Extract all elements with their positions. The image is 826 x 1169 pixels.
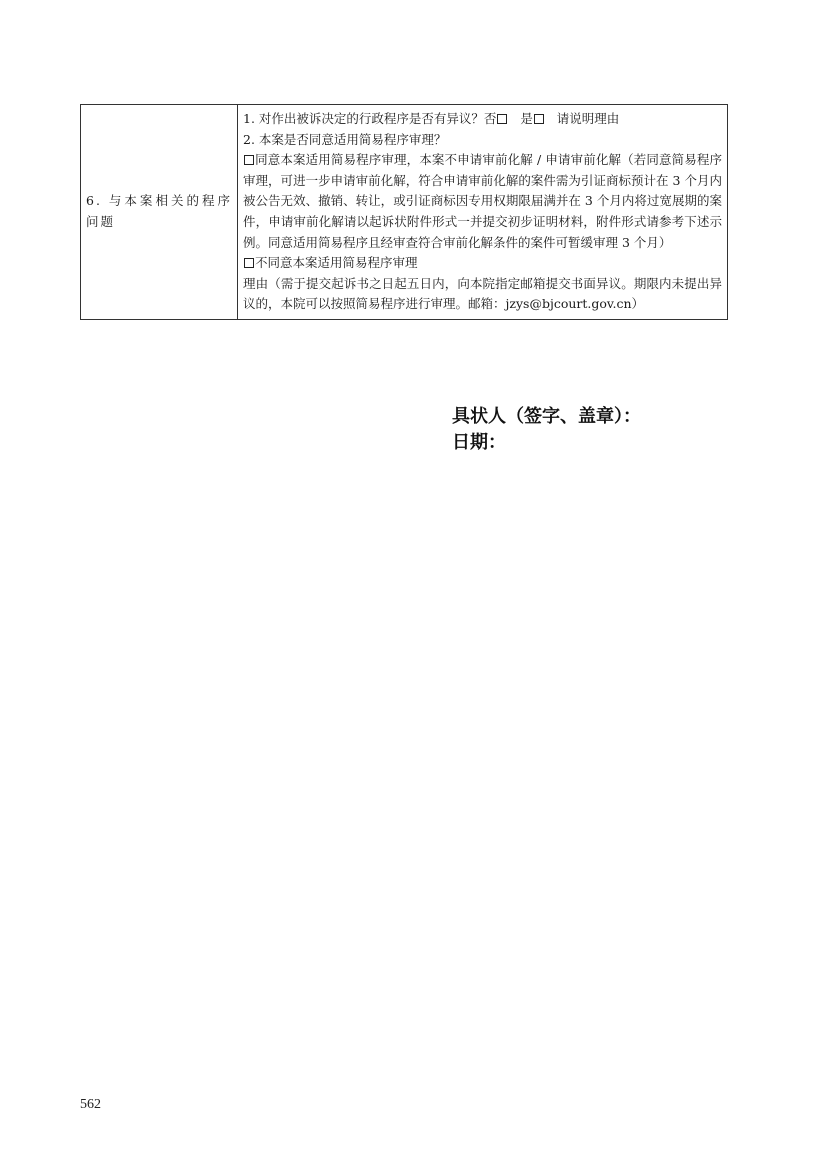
procedure-issues-table [80, 104, 728, 320]
reason-text: 理由（需于提交起诉书之日起五日内，向本院指定邮箱提交书面异议。期限内未提出异议的，本院可以按照简易程序进行审理。邮箱：jzys@bjcourt.gov.cn） [243, 275, 722, 312]
row-label: 6. 与本案相关的程序问题 [86, 193, 232, 229]
row-label-cell [81, 105, 238, 320]
agree-option-text: 同意本案适用简易程序审理，本案不申请审前化解 / 申请审前化解（若同意简易程序审理，可进一步申请审前化解，符合申请审前化解的案件需为引证商标预计在 3 个月内被公告无效、撤销、转让，或引证商标因专用权期限届满并在 3 个月内将过宽展期的案件，申请审前化解请以起诉状附件形式一并提交初步证明材料，附件形式请参考下述示例。同意适用简易程序且经审查符合审前化解条件的案件可暂缓审理 3 个月） [243, 152, 722, 250]
signature-block [452, 404, 641, 456]
disagree-option [243, 253, 722, 274]
date-label: 日期： [452, 432, 506, 453]
table-row [81, 105, 728, 320]
signer-label: 具状人（签字、盖章）： [452, 406, 641, 427]
disagree-checkbox-icon[interactable] [244, 258, 254, 268]
agree-checkbox-icon[interactable] [244, 155, 254, 165]
question-1-yes-label: 是 [520, 111, 533, 126]
agree-option [243, 150, 722, 253]
question-2: 2. 本案是否同意适用简易程序审理？ [243, 131, 447, 147]
question-1-text: 1. 对作出被诉决定的行政程序是否有异议？否 [243, 111, 497, 126]
yes-checkbox-icon[interactable] [534, 114, 544, 124]
question-1-reason-label: 请说明理由 [556, 111, 620, 126]
question-1 [243, 109, 722, 130]
page-number: 562 [80, 1097, 101, 1112]
disagree-option-text: 不同意本案适用简易程序审理 [255, 255, 418, 271]
row-content-cell [238, 105, 728, 320]
no-checkbox-icon[interactable] [497, 114, 507, 124]
